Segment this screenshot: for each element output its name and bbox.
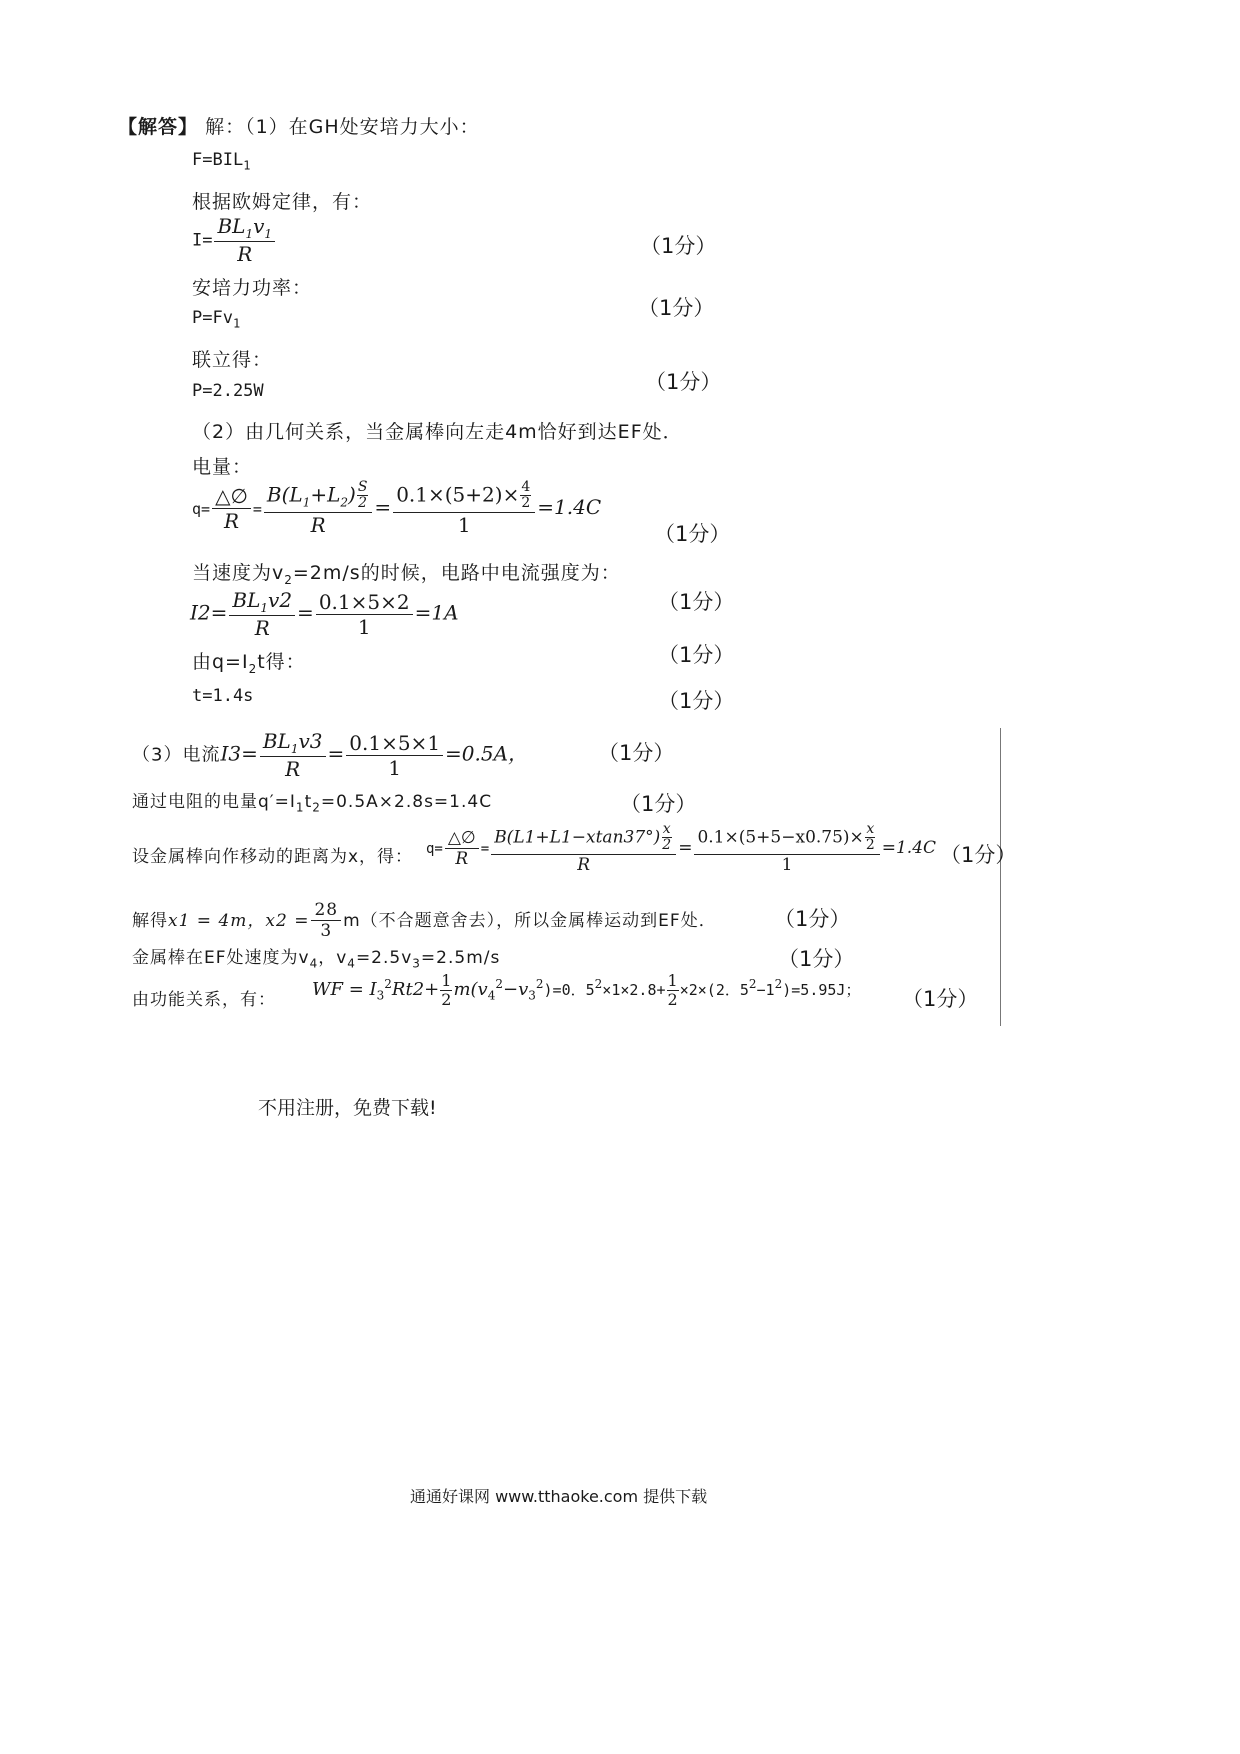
score-7: （1分） [658,689,735,713]
score-3: （1分） [645,370,722,394]
solve-line: 解得x1 = 4m，x2 = $\frac{28}{3}$ m（不合题意舍去），所以金属棒运动到EF处． [132,900,717,942]
q-relation-label: 由$q=I_2t$得： [192,651,306,676]
force-formula: $F=BIL_1$ [192,150,251,173]
charge-formula: q= $\frac{\triangle\emptyset}{R}$ = $B(L_1+L_2)$ $\frac{S}{2}$ R = 0.1×(5+2)× $\frac{4}{2}$ 1 =1.4C [192,479,602,537]
power-label: 安培力功率： [192,277,313,299]
score-4: （1分） [654,522,731,546]
combine-label: 联立得： [192,349,273,371]
part2-intro: （2）由几何关系，当金属棒向左走4m恰好到达EF处． [192,421,683,443]
distance-label: 设金属棒向作移动的距离为x，得： [132,847,414,867]
score-2: （1分） [638,296,715,320]
score-1: （1分） [640,234,717,258]
distance-formula: q= $\frac{\triangle\emptyset}{R}$ = B(L1+L1−xtan37°) $\frac{x}{2}$ R = 0.1×(5+5−x0.75)× $\frac{x}{2}$ 1 =1.4C [426,821,937,875]
footer-text: 通通好课网 www.tthaoke.com 提供下载 [410,1487,708,1506]
current2-formula: I2= $\frac{BL_1v2}{R}$ = $\frac{0.1\times 5\times 2}{1}$ =1A [190,588,459,641]
speed-label: 当速度为$v_2=2m/s$的时候，电路中电流强度为： [192,562,621,587]
ohm-law-label: 根据欧姆定律，有： [192,191,373,213]
answer-heading [118,112,480,139]
power-result: P=2.25W [192,381,264,401]
current3-formula: （3）电流I3= $\frac{BL_1v3}{R}$ = $\frac{0.1\times 5\times 1}{1}$ =0.5A， [132,729,529,782]
score-8: （1分） [598,741,675,765]
score-5: （1分） [658,590,735,614]
power-formula: $P=Fv_1$ [192,308,241,331]
part1-intro: 解：（1）在GH处安培力大小： [205,116,480,138]
margin-line [1000,728,1001,1026]
score-13: （1分） [902,987,979,1011]
score-12: （1分） [778,947,855,971]
score-9: （1分） [620,792,697,816]
energy-label: 由功能关系，有： [132,990,276,1010]
score-6: （1分） [658,643,735,667]
velocity-line: 金属棒在EF处速度为$v_4$，$v_4=2.5v_3=2.5m/s$ [132,948,501,971]
time-result: t=1.4s [192,686,254,706]
score-10: （1分） [940,843,1017,867]
answer-tag: 【解答】 [118,116,199,138]
energy-formula: WF = $I_3^2Rt2+$ $\frac{1}{2}$ $m(v_4^2-v_3^2)=0$．$5^2\times 1\times 2.8+$ $\frac{1}{2}$ ×2×(2．$5^2-1^2)=5.95J$； [312,971,861,1009]
score-11: （1分） [774,907,851,931]
charge-resistor: 通过电阻的电量$q'=I_1t_2=0.5A\times 2.8s=1.4C$ [132,792,493,815]
current-formula: I= $\frac{BL_1v_1}{R}$ [192,214,277,266]
promo-text: 不用注册，免费下载! [258,1097,437,1119]
charge-label: 电量： [192,456,253,478]
